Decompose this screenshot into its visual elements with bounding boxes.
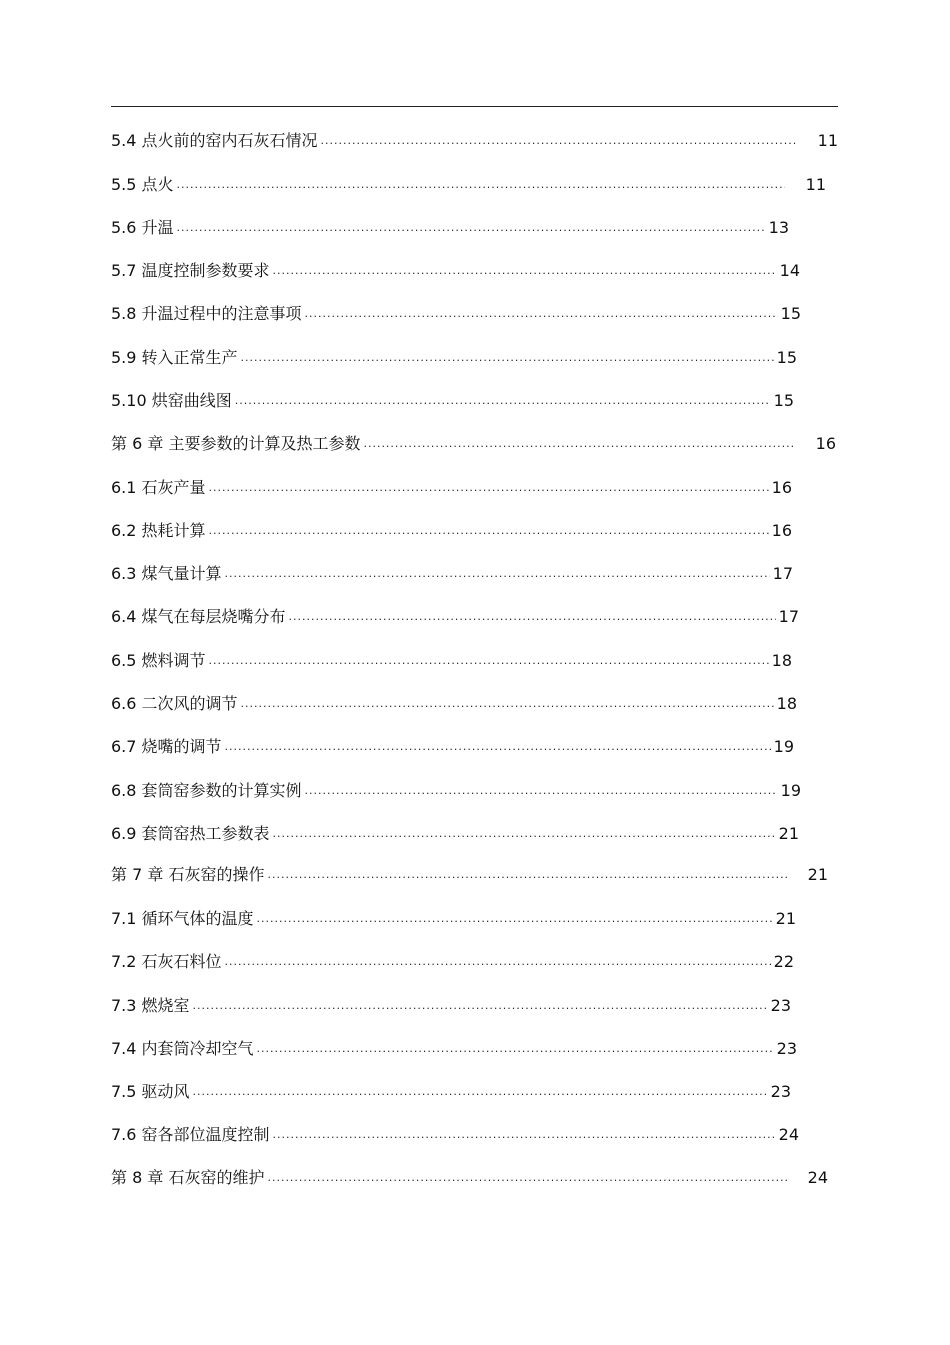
toc-entry-title: 6.6 二次风的调节 <box>111 694 238 713</box>
toc-entry-page: 13 <box>768 218 789 237</box>
toc-entry-page: 21 <box>778 824 799 843</box>
toc-entry[interactable] <box>111 476 792 500</box>
toc-entry-page: 18 <box>771 651 792 670</box>
toc-entry[interactable] <box>111 129 838 153</box>
toc-entry[interactable] <box>111 863 828 887</box>
toc-entry-title: 5.10 烘窑曲线图 <box>111 391 232 410</box>
toc-entry-title: 7.5 驱动风 <box>111 1082 190 1101</box>
toc-entry[interactable] <box>111 519 792 543</box>
toc-entry-title: 7.6 窑各部位温度控制 <box>111 1125 270 1144</box>
toc-entry-title: 6.4 煤气在每层烧嘴分布 <box>111 607 286 626</box>
toc-entry-page: 23 <box>776 1039 797 1058</box>
dot-leader <box>225 950 771 974</box>
toc-entry-title: 7.2 石灰石料位 <box>111 952 222 971</box>
toc-entry-page: 17 <box>778 607 799 626</box>
toc-entry-title: 5.7 温度控制参数要求 <box>111 261 270 280</box>
dot-leader <box>193 994 768 1018</box>
dot-leader <box>273 259 777 283</box>
dot-leader <box>267 1166 787 1190</box>
toc-entry[interactable] <box>111 649 792 673</box>
toc-entry[interactable] <box>111 994 791 1018</box>
dot-leader <box>267 863 787 887</box>
dot-leader <box>289 605 776 629</box>
toc-entry-page: 11 <box>805 175 826 194</box>
toc-entry-title: 5.8 升温过程中的注意事项 <box>111 304 302 323</box>
toc-entry[interactable] <box>111 302 801 326</box>
toc-entry[interactable] <box>111 950 794 974</box>
toc-entry[interactable] <box>111 562 793 586</box>
dot-leader <box>193 1080 768 1104</box>
toc-entry[interactable] <box>111 432 836 456</box>
dot-leader <box>209 519 769 543</box>
dot-leader <box>257 1037 774 1061</box>
toc-entry-page: 19 <box>773 737 794 756</box>
toc-entry[interactable] <box>111 346 797 370</box>
toc-entry[interactable] <box>111 1166 828 1190</box>
toc-entry-title: 6.1 石灰产量 <box>111 478 206 497</box>
toc-entry[interactable] <box>111 1123 799 1147</box>
dot-leader <box>209 476 769 500</box>
toc-entry-title: 7.3 燃烧室 <box>111 996 190 1015</box>
toc-entry[interactable] <box>111 907 796 931</box>
toc-entry[interactable] <box>111 1080 791 1104</box>
dot-leader <box>177 173 785 197</box>
toc-entry-page: 21 <box>807 865 828 884</box>
dot-leader <box>209 649 769 673</box>
toc-entry-page: 19 <box>780 781 801 800</box>
toc-entry[interactable] <box>111 1037 797 1061</box>
toc-entry-title: 6.2 热耗计算 <box>111 521 206 540</box>
toc-entry-page: 15 <box>773 391 794 410</box>
toc-entry-page: 24 <box>778 1125 799 1144</box>
toc-entry-page: 14 <box>779 261 800 280</box>
toc-entry-page: 16 <box>771 478 792 497</box>
dot-leader <box>241 346 774 370</box>
dot-leader <box>235 389 771 413</box>
toc-entry-title: 6.3 煤气量计算 <box>111 564 222 583</box>
toc-entry-page: 23 <box>770 1082 791 1101</box>
dot-leader <box>273 822 776 846</box>
dot-leader <box>241 692 774 716</box>
dot-leader <box>363 432 795 456</box>
toc-entry[interactable] <box>111 259 800 283</box>
toc-entry-title: 第 8 章 石灰窑的维护 <box>111 1168 265 1187</box>
toc-entry-title: 6.7 烧嘴的调节 <box>111 737 222 756</box>
toc-entry[interactable] <box>111 389 794 413</box>
toc-entry[interactable] <box>111 605 799 629</box>
toc-entry-title: 6.8 套筒窑参数的计算实例 <box>111 781 302 800</box>
toc-entry[interactable] <box>111 216 789 240</box>
toc-entry-title: 6.9 套筒窑热工参数表 <box>111 824 270 843</box>
toc-entry-page: 17 <box>772 564 793 583</box>
toc-entry-title: 7.1 循环气体的温度 <box>111 909 254 928</box>
dot-leader <box>321 129 797 153</box>
toc-entry[interactable] <box>111 822 799 846</box>
dot-leader <box>177 216 766 240</box>
toc-entry-page: 21 <box>775 909 796 928</box>
toc-entry-page: 15 <box>780 304 801 323</box>
dot-leader <box>305 302 778 326</box>
toc-entry-page: 16 <box>771 521 792 540</box>
toc-entry-page: 11 <box>817 131 838 150</box>
dot-leader <box>225 562 770 586</box>
toc-entry-title: 5.9 转入正常生产 <box>111 348 238 367</box>
toc-entry-title: 第 6 章 主要参数的计算及热工参数 <box>111 434 361 453</box>
toc-entry-title: 第 7 章 石灰窑的操作 <box>111 865 265 884</box>
toc-entry-page: 18 <box>776 694 797 713</box>
toc-entry-page: 15 <box>776 348 797 367</box>
toc-entry-title: 5.6 升温 <box>111 218 174 237</box>
dot-leader <box>225 735 771 759</box>
toc-entry-title: 5.5 点火 <box>111 175 174 194</box>
dot-leader <box>273 1123 776 1147</box>
toc-entry-title: 6.5 燃料调节 <box>111 651 206 670</box>
toc-entry-page: 24 <box>807 1168 828 1187</box>
toc-entry-title: 5.4 点火前的窑内石灰石情况 <box>111 131 318 150</box>
dot-leader <box>257 907 773 931</box>
toc-entry-page: 23 <box>770 996 791 1015</box>
toc-entry-title: 7.4 内套筒冷却空气 <box>111 1039 254 1058</box>
toc-entry[interactable] <box>111 173 826 197</box>
toc-entry-page: 16 <box>815 434 836 453</box>
toc-entry-page: 22 <box>773 952 794 971</box>
toc-entry[interactable] <box>111 692 797 716</box>
toc-entry[interactable] <box>111 735 794 759</box>
toc-entry[interactable] <box>111 779 801 803</box>
dot-leader <box>305 779 778 803</box>
